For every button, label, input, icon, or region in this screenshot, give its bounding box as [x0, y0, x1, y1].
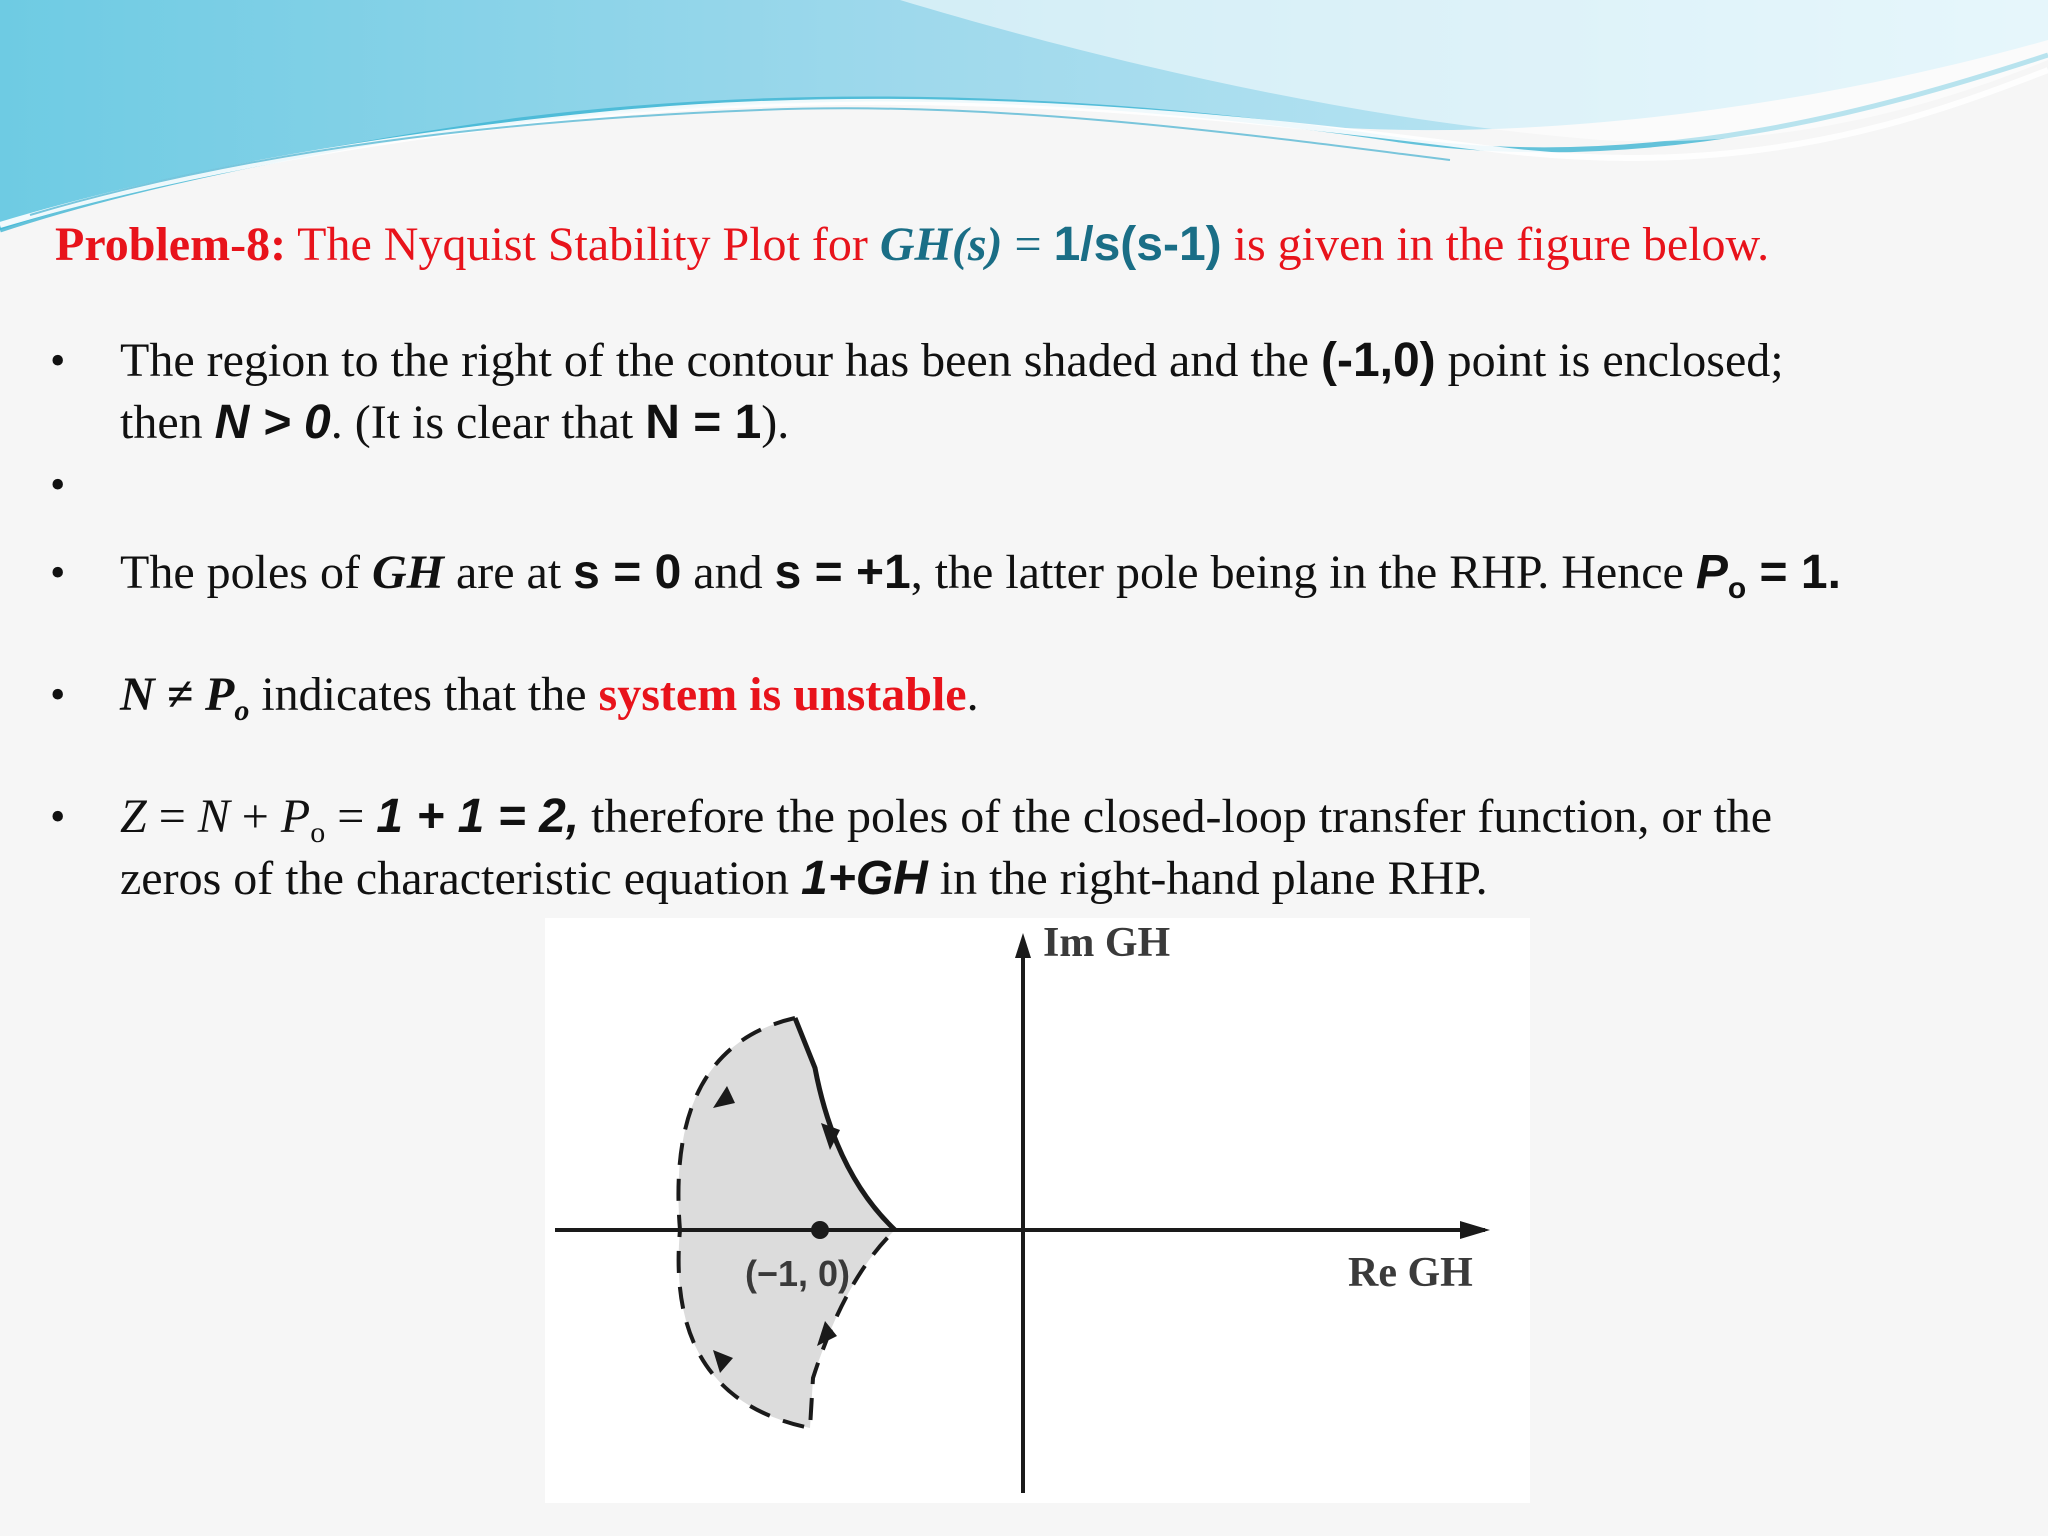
b3-p: P — [1695, 546, 1728, 599]
b5-eq2: = — [325, 790, 377, 843]
bullet-item-z — [50, 786, 2010, 910]
b3-s1: s = +1 — [774, 546, 911, 599]
problem-title — [55, 210, 2015, 280]
title-text-before: The Nyquist Stability Plot for — [286, 218, 880, 271]
b4-sub: o — [234, 694, 250, 727]
b1-n-equals: N = 1 — [645, 396, 762, 449]
bullet-item-empty — [50, 454, 2010, 516]
title-text-after: is given in the figure below. — [1221, 218, 1770, 271]
b3-text-2: are at — [443, 546, 574, 599]
minus-one-point — [811, 1221, 829, 1239]
title-equals: = — [1002, 218, 1054, 271]
b1-point: (-1,0) — [1320, 334, 1436, 387]
transfer-function: 1/s(s-1) — [1053, 218, 1222, 271]
problem-label: Problem-8: — [55, 218, 287, 271]
b1-text-2: point is enclosed; — [1435, 334, 1784, 387]
b1-text-3: then — [120, 396, 215, 449]
b5-text-2: zeros of the characteristic equation — [120, 852, 801, 905]
b3-p-value: = 1. — [1746, 546, 1841, 599]
bullet-item-unstable — [50, 664, 2010, 726]
b5-expr: 1+GH — [801, 852, 928, 905]
bullet-item-poles — [50, 542, 2010, 604]
b3-s0: s = 0 — [573, 546, 682, 599]
b4-text-2: . — [966, 668, 979, 721]
im-axis-label: Im GH — [1043, 920, 1171, 966]
b3-gh: GH — [371, 546, 444, 599]
b5-n: N — [197, 790, 230, 843]
re-axis-label: Re GH — [1348, 1250, 1473, 1296]
b4-text-1: indicates that the — [249, 668, 599, 721]
b5-eq1: = — [146, 790, 198, 843]
b1-text-1: The region to the right of the contour has been shaded and the — [120, 334, 1321, 387]
b5-p-sub: o — [310, 816, 326, 849]
title-gh: GH(s) — [879, 218, 1003, 271]
b4-lhs: N ≠ P — [120, 668, 235, 721]
b5-text-1: therefore the poles of the closed-loop transfer function, or the — [579, 790, 1773, 843]
point-label: (−1, 0) — [745, 1253, 851, 1294]
b3-p-sub: o — [1727, 572, 1747, 605]
b3-text-3: and — [681, 546, 775, 599]
b5-z: Z — [120, 790, 147, 843]
b5-plus: + — [229, 790, 281, 843]
bullet-list — [50, 330, 2010, 910]
b5-text-3: in the right-hand plane RHP. — [927, 852, 1488, 905]
b1-text-5: ). — [761, 396, 790, 449]
b5-p: P — [280, 790, 311, 843]
b3-text-1: The poles of — [120, 546, 372, 599]
b1-condition: N > 0 — [214, 396, 331, 449]
b5-calc: 1 + 1 = 2, — [376, 790, 580, 843]
b4-unstable: system is unstable — [598, 668, 967, 721]
nyquist-plot-figure — [545, 918, 1530, 1503]
b3-text-4: , the latter pole being in the RHP. Hence — [910, 546, 1696, 599]
b1-text-4: . (It is clear that — [330, 396, 646, 449]
bullet-item-region — [50, 330, 2010, 454]
